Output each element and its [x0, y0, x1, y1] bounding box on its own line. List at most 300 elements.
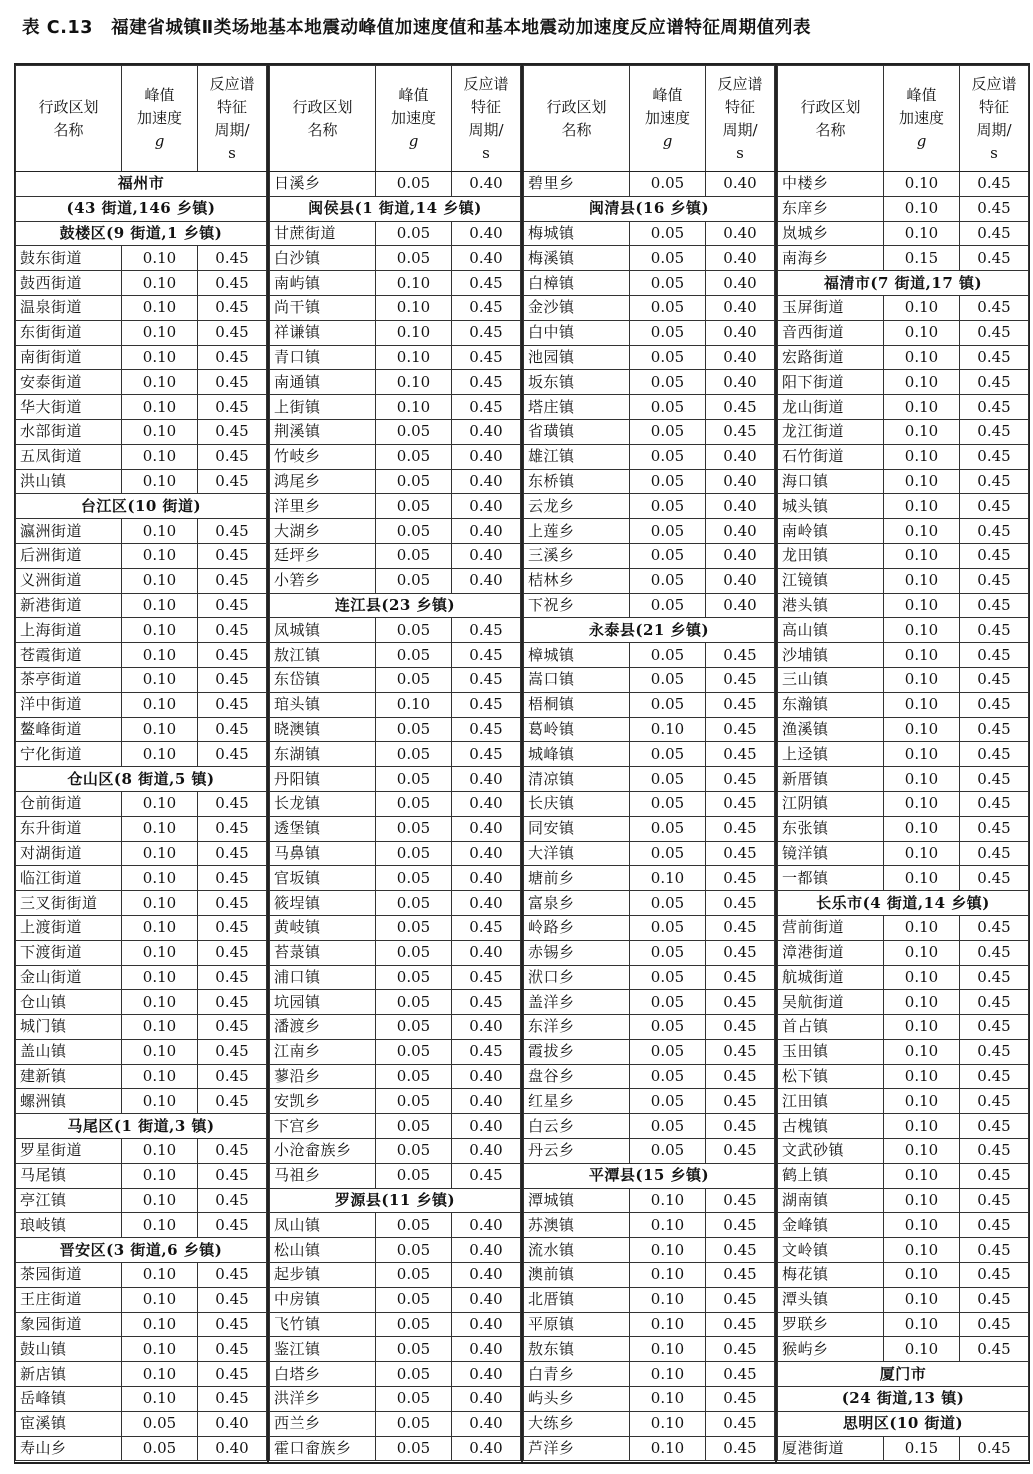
period-cell: 0.45	[452, 667, 521, 692]
table-row	[778, 965, 1029, 990]
peak-acceleration-cell: 0.10	[884, 816, 960, 841]
table-row	[16, 841, 267, 866]
period-cell: 0.45	[706, 1436, 775, 1461]
region-name-cell: 东张镇	[778, 816, 884, 841]
period-cell: 0.45	[198, 568, 267, 593]
table-row	[270, 1362, 521, 1387]
period-cell: 0.45	[706, 419, 775, 444]
region-name-cell: 江镜镇	[778, 568, 884, 593]
table-row	[524, 990, 775, 1015]
peak-acceleration-cell: 0.05	[376, 1064, 452, 1089]
peak-acceleration-cell: 0.10	[884, 717, 960, 742]
peak-acceleration-cell: 0.10	[630, 717, 706, 742]
period-cell: 0.40	[452, 767, 521, 792]
period-cell: 0.45	[960, 221, 1029, 246]
period-cell: 0.45	[706, 1387, 775, 1412]
table-row	[524, 1436, 775, 1461]
table-row	[270, 1387, 521, 1412]
region-name-cell: 云龙乡	[524, 494, 630, 519]
region-name-cell: 港头镇	[778, 593, 884, 618]
table-row	[778, 172, 1029, 197]
region-name-cell: 鸿尾乡	[270, 469, 376, 494]
table-row	[270, 246, 521, 271]
peak-acceleration-cell: 0.05	[376, 1039, 452, 1064]
period-cell: 0.45	[960, 618, 1029, 643]
period-cell: 0.45	[706, 1064, 775, 1089]
region-name-cell: 大洋镇	[524, 841, 630, 866]
period-cell: 0.45	[706, 643, 775, 668]
region-name-cell: 嵩口镇	[524, 667, 630, 692]
peak-acceleration-cell: 0.10	[122, 891, 198, 916]
peak-acceleration-cell: 0.10	[122, 543, 198, 568]
period-cell: 0.45	[706, 816, 775, 841]
peak-acceleration-cell: 0.05	[122, 1436, 198, 1461]
table-row	[778, 246, 1029, 271]
region-name-cell: 敖东镇	[524, 1337, 630, 1362]
period-cell: 0.45	[706, 742, 775, 767]
table-row	[524, 395, 775, 420]
period-cell: 0.45	[960, 196, 1029, 221]
peak-acceleration-cell: 0.10	[122, 1163, 198, 1188]
region-name-cell: 苏澳镇	[524, 1213, 630, 1238]
peak-acceleration-cell: 0.05	[630, 692, 706, 717]
table-row	[524, 692, 775, 717]
period-cell: 0.40	[706, 593, 775, 618]
header-period: 反应谱 特征 周期/ s	[706, 66, 775, 172]
peak-acceleration-cell: 0.05	[376, 1163, 452, 1188]
period-cell: 0.45	[960, 816, 1029, 841]
table-row	[270, 667, 521, 692]
region-name-cell: 芦洋乡	[524, 1436, 630, 1461]
period-cell: 0.45	[198, 1039, 267, 1064]
peak-acceleration-cell: 0.10	[122, 1064, 198, 1089]
region-name-cell: 东岱镇	[270, 667, 376, 692]
peak-acceleration-cell: 0.05	[376, 419, 452, 444]
peak-acceleration-cell: 0.05	[376, 221, 452, 246]
region-name-cell: 鉴江镇	[270, 1337, 376, 1362]
table-row	[778, 370, 1029, 395]
header-pga: 峰值 加速度 g	[376, 66, 452, 172]
peak-acceleration-cell: 0.10	[884, 667, 960, 692]
region-name-cell: 大练乡	[524, 1411, 630, 1436]
period-cell: 0.45	[452, 1039, 521, 1064]
table-row	[778, 1089, 1029, 1114]
period-cell: 0.40	[706, 246, 775, 271]
peak-acceleration-cell: 0.05	[630, 1064, 706, 1089]
table-row	[16, 593, 267, 618]
peak-acceleration-cell: 0.10	[122, 271, 198, 296]
region-name-cell: 琅岐镇	[16, 1213, 122, 1238]
table-row	[524, 965, 775, 990]
period-cell: 0.45	[198, 1362, 267, 1387]
region-name-cell: 东桥镇	[524, 469, 630, 494]
region-name-cell: 茶园街道	[16, 1263, 122, 1288]
region-name-cell: 潭头镇	[778, 1287, 884, 1312]
peak-acceleration-cell: 0.10	[884, 692, 960, 717]
table-row	[778, 1064, 1029, 1089]
region-name-cell: 长庆镇	[524, 791, 630, 816]
period-cell: 0.40	[452, 494, 521, 519]
header-period: 反应谱 特征 周期/ s	[452, 66, 521, 172]
peak-acceleration-cell: 0.05	[376, 742, 452, 767]
region-name-cell: 小沧畲族乡	[270, 1139, 376, 1164]
peak-acceleration-cell: 0.05	[376, 965, 452, 990]
region-name-cell: 东庠乡	[778, 196, 884, 221]
table-row	[524, 866, 775, 891]
period-cell: 0.40	[452, 1411, 521, 1436]
period-cell: 0.45	[960, 593, 1029, 618]
region-name-cell: 高山镇	[778, 618, 884, 643]
peak-acceleration-cell: 0.10	[630, 1263, 706, 1288]
period-cell: 0.40	[452, 866, 521, 891]
region-name-cell: 文武砂镇	[778, 1139, 884, 1164]
peak-acceleration-cell: 0.15	[884, 246, 960, 271]
table-row	[270, 990, 521, 1015]
period-cell: 0.45	[198, 667, 267, 692]
table-row	[270, 1064, 521, 1089]
group-title: (24 街道,13 镇)	[778, 1387, 1029, 1412]
peak-acceleration-cell: 0.10	[122, 1387, 198, 1412]
table-row	[270, 345, 521, 370]
period-cell: 0.40	[452, 172, 521, 197]
peak-acceleration-cell: 0.10	[630, 1337, 706, 1362]
table-row	[270, 543, 521, 568]
period-cell: 0.45	[706, 767, 775, 792]
period-cell: 0.45	[452, 742, 521, 767]
table-row	[524, 494, 775, 519]
table-row	[270, 494, 521, 519]
region-name-cell: 新店镇	[16, 1362, 122, 1387]
header-name: 行政区划 名称	[778, 66, 884, 172]
table-row	[270, 866, 521, 891]
region-name-cell: 洋里乡	[270, 494, 376, 519]
period-cell: 0.40	[706, 172, 775, 197]
group-title: 闽清县(16 乡镇)	[524, 196, 775, 221]
table-row	[16, 1362, 267, 1387]
group-title: 罗源县(11 乡镇)	[270, 1188, 521, 1213]
region-name-cell: 厦港街道	[778, 1436, 884, 1461]
table-row	[778, 841, 1029, 866]
region-name-cell: 赤锡乡	[524, 940, 630, 965]
period-cell: 0.45	[452, 990, 521, 1015]
table-row	[524, 1188, 775, 1213]
peak-acceleration-cell: 0.10	[630, 866, 706, 891]
table-row	[16, 1411, 267, 1436]
group-title: 思明区(10 街道)	[778, 1411, 1029, 1436]
table-row	[16, 444, 267, 469]
region-name-cell: 下渡街道	[16, 940, 122, 965]
period-cell: 0.45	[198, 1089, 267, 1114]
table-row	[778, 1188, 1029, 1213]
table-row	[270, 419, 521, 444]
period-cell: 0.45	[960, 419, 1029, 444]
region-name-cell: 白塔乡	[270, 1362, 376, 1387]
peak-acceleration-cell: 0.05	[630, 767, 706, 792]
table-row	[778, 519, 1029, 544]
group-title: 连江县(23 乡镇)	[270, 593, 521, 618]
peak-acceleration-cell: 0.10	[884, 1064, 960, 1089]
region-name-cell: 凤山镇	[270, 1213, 376, 1238]
header-period: 反应谱 特征 周期/ s	[960, 66, 1029, 172]
table-row	[778, 444, 1029, 469]
peak-acceleration-cell: 0.10	[122, 469, 198, 494]
table-panel-2	[268, 63, 522, 1464]
period-cell: 0.45	[198, 1263, 267, 1288]
period-cell: 0.45	[198, 841, 267, 866]
table-row	[16, 1163, 267, 1188]
peak-acceleration-cell: 0.10	[884, 593, 960, 618]
region-name-cell: 城峰镇	[524, 742, 630, 767]
period-cell: 0.40	[452, 519, 521, 544]
period-cell: 0.40	[706, 370, 775, 395]
peak-acceleration-cell: 0.10	[122, 1089, 198, 1114]
peak-acceleration-cell: 0.10	[884, 767, 960, 792]
peak-acceleration-cell: 0.05	[376, 767, 452, 792]
region-name-cell: 白樟镇	[524, 271, 630, 296]
period-cell: 0.45	[198, 444, 267, 469]
table-panel-4	[776, 63, 1030, 1464]
peak-acceleration-cell: 0.05	[630, 1015, 706, 1040]
region-name-cell: 白云乡	[524, 1114, 630, 1139]
period-cell: 0.45	[960, 692, 1029, 717]
table-row	[778, 692, 1029, 717]
group-header-row	[778, 891, 1029, 916]
table-row	[16, 891, 267, 916]
table-row	[778, 221, 1029, 246]
table-row	[16, 1287, 267, 1312]
table-row	[16, 1436, 267, 1461]
region-name-cell: 鼓西街道	[16, 271, 122, 296]
table-row	[524, 1287, 775, 1312]
header-period: 反应谱 特征 周期/ s	[198, 66, 267, 172]
table-row	[778, 1287, 1029, 1312]
peak-acceleration-cell: 0.05	[630, 791, 706, 816]
region-name-cell: 凤城镇	[270, 618, 376, 643]
table-row	[16, 1039, 267, 1064]
period-cell: 0.40	[452, 568, 521, 593]
table-row	[270, 1213, 521, 1238]
region-name-cell: 猴屿乡	[778, 1337, 884, 1362]
table-row	[270, 791, 521, 816]
period-cell: 0.45	[198, 717, 267, 742]
group-header-row	[270, 196, 521, 221]
region-name-cell: 中楼乡	[778, 172, 884, 197]
region-name-cell: 尚干镇	[270, 295, 376, 320]
period-cell: 0.40	[452, 1139, 521, 1164]
table-row	[16, 370, 267, 395]
table-row	[16, 345, 267, 370]
peak-acceleration-cell: 0.05	[376, 643, 452, 668]
table-row	[778, 791, 1029, 816]
group-header-row	[16, 196, 267, 221]
period-cell: 0.45	[960, 1213, 1029, 1238]
peak-acceleration-cell: 0.10	[122, 1312, 198, 1337]
peak-acceleration-cell: 0.05	[376, 172, 452, 197]
period-cell: 0.45	[706, 1337, 775, 1362]
header-pga: 峰值 加速度 g	[630, 66, 706, 172]
period-cell: 0.40	[452, 891, 521, 916]
table-row	[524, 345, 775, 370]
region-name-cell: 蓼沿乡	[270, 1064, 376, 1089]
period-cell: 0.45	[706, 891, 775, 916]
header-row	[270, 66, 521, 172]
peak-acceleration-cell: 0.05	[376, 940, 452, 965]
period-cell: 0.40	[452, 1387, 521, 1412]
period-cell: 0.45	[960, 370, 1029, 395]
table-row	[524, 593, 775, 618]
peak-acceleration-cell: 0.05	[122, 1411, 198, 1436]
region-name-cell: 湖南镇	[778, 1188, 884, 1213]
period-cell: 0.40	[452, 1337, 521, 1362]
period-cell: 0.40	[706, 295, 775, 320]
region-name-cell: 清凉镇	[524, 767, 630, 792]
period-cell: 0.45	[198, 1213, 267, 1238]
peak-acceleration-cell: 0.10	[884, 543, 960, 568]
peak-acceleration-cell: 0.10	[630, 1312, 706, 1337]
peak-acceleration-cell: 0.10	[884, 519, 960, 544]
table-row	[16, 1213, 267, 1238]
table-row	[778, 568, 1029, 593]
table-row	[778, 1263, 1029, 1288]
header-row	[524, 66, 775, 172]
table-row	[524, 1362, 775, 1387]
table-row	[270, 841, 521, 866]
peak-acceleration-cell: 0.05	[376, 1139, 452, 1164]
table-row	[524, 320, 775, 345]
period-cell: 0.45	[452, 965, 521, 990]
region-name-cell: 城门镇	[16, 1015, 122, 1040]
peak-acceleration-cell: 0.05	[630, 593, 706, 618]
region-name-cell: 南岭镇	[778, 519, 884, 544]
period-cell: 0.45	[960, 1163, 1029, 1188]
peak-acceleration-cell: 0.05	[376, 444, 452, 469]
region-name-cell: 古槐镇	[778, 1114, 884, 1139]
period-cell: 0.40	[452, 1287, 521, 1312]
region-name-cell: 金沙镇	[524, 295, 630, 320]
peak-acceleration-cell: 0.10	[630, 1188, 706, 1213]
region-name-cell: 富泉乡	[524, 891, 630, 916]
region-name-cell: 东湖镇	[270, 742, 376, 767]
peak-acceleration-cell: 0.10	[884, 990, 960, 1015]
region-name-cell: 象园街道	[16, 1312, 122, 1337]
table-row	[524, 1263, 775, 1288]
table-row	[270, 1089, 521, 1114]
peak-acceleration-cell: 0.05	[630, 172, 706, 197]
peak-acceleration-cell: 0.05	[376, 1263, 452, 1288]
region-name-cell: 南海乡	[778, 246, 884, 271]
group-header-row	[16, 494, 267, 519]
period-cell: 0.45	[198, 419, 267, 444]
region-name-cell: 同安镇	[524, 816, 630, 841]
period-cell: 0.40	[452, 816, 521, 841]
region-name-cell: 松山镇	[270, 1238, 376, 1263]
region-name-cell: 碧里乡	[524, 172, 630, 197]
period-cell: 0.40	[452, 1015, 521, 1040]
region-name-cell: 建新镇	[16, 1064, 122, 1089]
peak-acceleration-cell: 0.05	[630, 395, 706, 420]
table-row	[16, 1188, 267, 1213]
table-row	[270, 940, 521, 965]
peak-acceleration-cell: 0.10	[122, 370, 198, 395]
region-name-cell: 安凯乡	[270, 1089, 376, 1114]
table-row	[778, 494, 1029, 519]
peak-acceleration-cell: 0.10	[884, 1163, 960, 1188]
region-name-cell: 岚城乡	[778, 221, 884, 246]
peak-acceleration-cell: 0.10	[122, 1015, 198, 1040]
region-name-cell: 洋中街道	[16, 692, 122, 717]
peak-acceleration-cell: 0.05	[630, 1089, 706, 1114]
region-name-cell: 临江街道	[16, 866, 122, 891]
peak-acceleration-cell: 0.05	[376, 1387, 452, 1412]
group-title: 晋安区(3 街道,6 乡镇)	[16, 1238, 267, 1263]
peak-acceleration-cell: 0.05	[630, 444, 706, 469]
table-row	[524, 1139, 775, 1164]
header-row	[16, 66, 267, 172]
peak-acceleration-cell: 0.15	[884, 1436, 960, 1461]
peak-acceleration-cell: 0.05	[376, 841, 452, 866]
period-cell: 0.40	[706, 519, 775, 544]
peak-acceleration-cell: 0.10	[122, 320, 198, 345]
period-cell: 0.40	[706, 320, 775, 345]
peak-acceleration-cell: 0.05	[376, 1015, 452, 1040]
period-cell: 0.45	[706, 965, 775, 990]
period-cell: 0.45	[960, 1287, 1029, 1312]
period-cell: 0.45	[452, 643, 521, 668]
table-row	[270, 395, 521, 420]
region-name-cell: 罗星街道	[16, 1139, 122, 1164]
period-cell: 0.45	[960, 469, 1029, 494]
table-row	[16, 295, 267, 320]
period-cell: 0.40	[706, 221, 775, 246]
region-name-cell: 龙山街道	[778, 395, 884, 420]
region-name-cell: 玉屏街道	[778, 295, 884, 320]
region-name-cell: 文岭镇	[778, 1238, 884, 1263]
peak-acceleration-cell: 0.10	[884, 370, 960, 395]
peak-acceleration-cell: 0.05	[376, 1362, 452, 1387]
period-cell: 0.45	[452, 717, 521, 742]
region-name-cell: 盖山镇	[16, 1039, 122, 1064]
table-row	[778, 717, 1029, 742]
peak-acceleration-cell: 0.10	[884, 469, 960, 494]
peak-acceleration-cell: 0.05	[376, 568, 452, 593]
table-row	[270, 1015, 521, 1040]
table-row	[778, 345, 1029, 370]
peak-acceleration-cell: 0.10	[122, 965, 198, 990]
region-name-cell: 塘前乡	[524, 866, 630, 891]
region-name-cell: 温泉街道	[16, 295, 122, 320]
peak-acceleration-cell: 0.10	[122, 915, 198, 940]
peak-acceleration-cell: 0.10	[884, 1139, 960, 1164]
region-name-cell: 下宫乡	[270, 1114, 376, 1139]
period-cell: 0.45	[198, 742, 267, 767]
peak-acceleration-cell: 0.10	[884, 221, 960, 246]
region-name-cell: 盖洋乡	[524, 990, 630, 1015]
peak-acceleration-cell: 0.05	[630, 271, 706, 296]
group-header-row	[16, 1114, 267, 1139]
region-name-cell: 马鼻镇	[270, 841, 376, 866]
period-cell: 0.45	[198, 519, 267, 544]
period-cell: 0.45	[960, 519, 1029, 544]
period-cell: 0.45	[706, 667, 775, 692]
peak-acceleration-cell: 0.05	[376, 1089, 452, 1114]
peak-acceleration-cell: 0.05	[630, 519, 706, 544]
table-row	[524, 841, 775, 866]
table-row	[16, 990, 267, 1015]
table-row	[16, 717, 267, 742]
region-name-cell: 南通镇	[270, 370, 376, 395]
region-name-cell: 螺洲镇	[16, 1089, 122, 1114]
region-name-cell: 水部街道	[16, 419, 122, 444]
